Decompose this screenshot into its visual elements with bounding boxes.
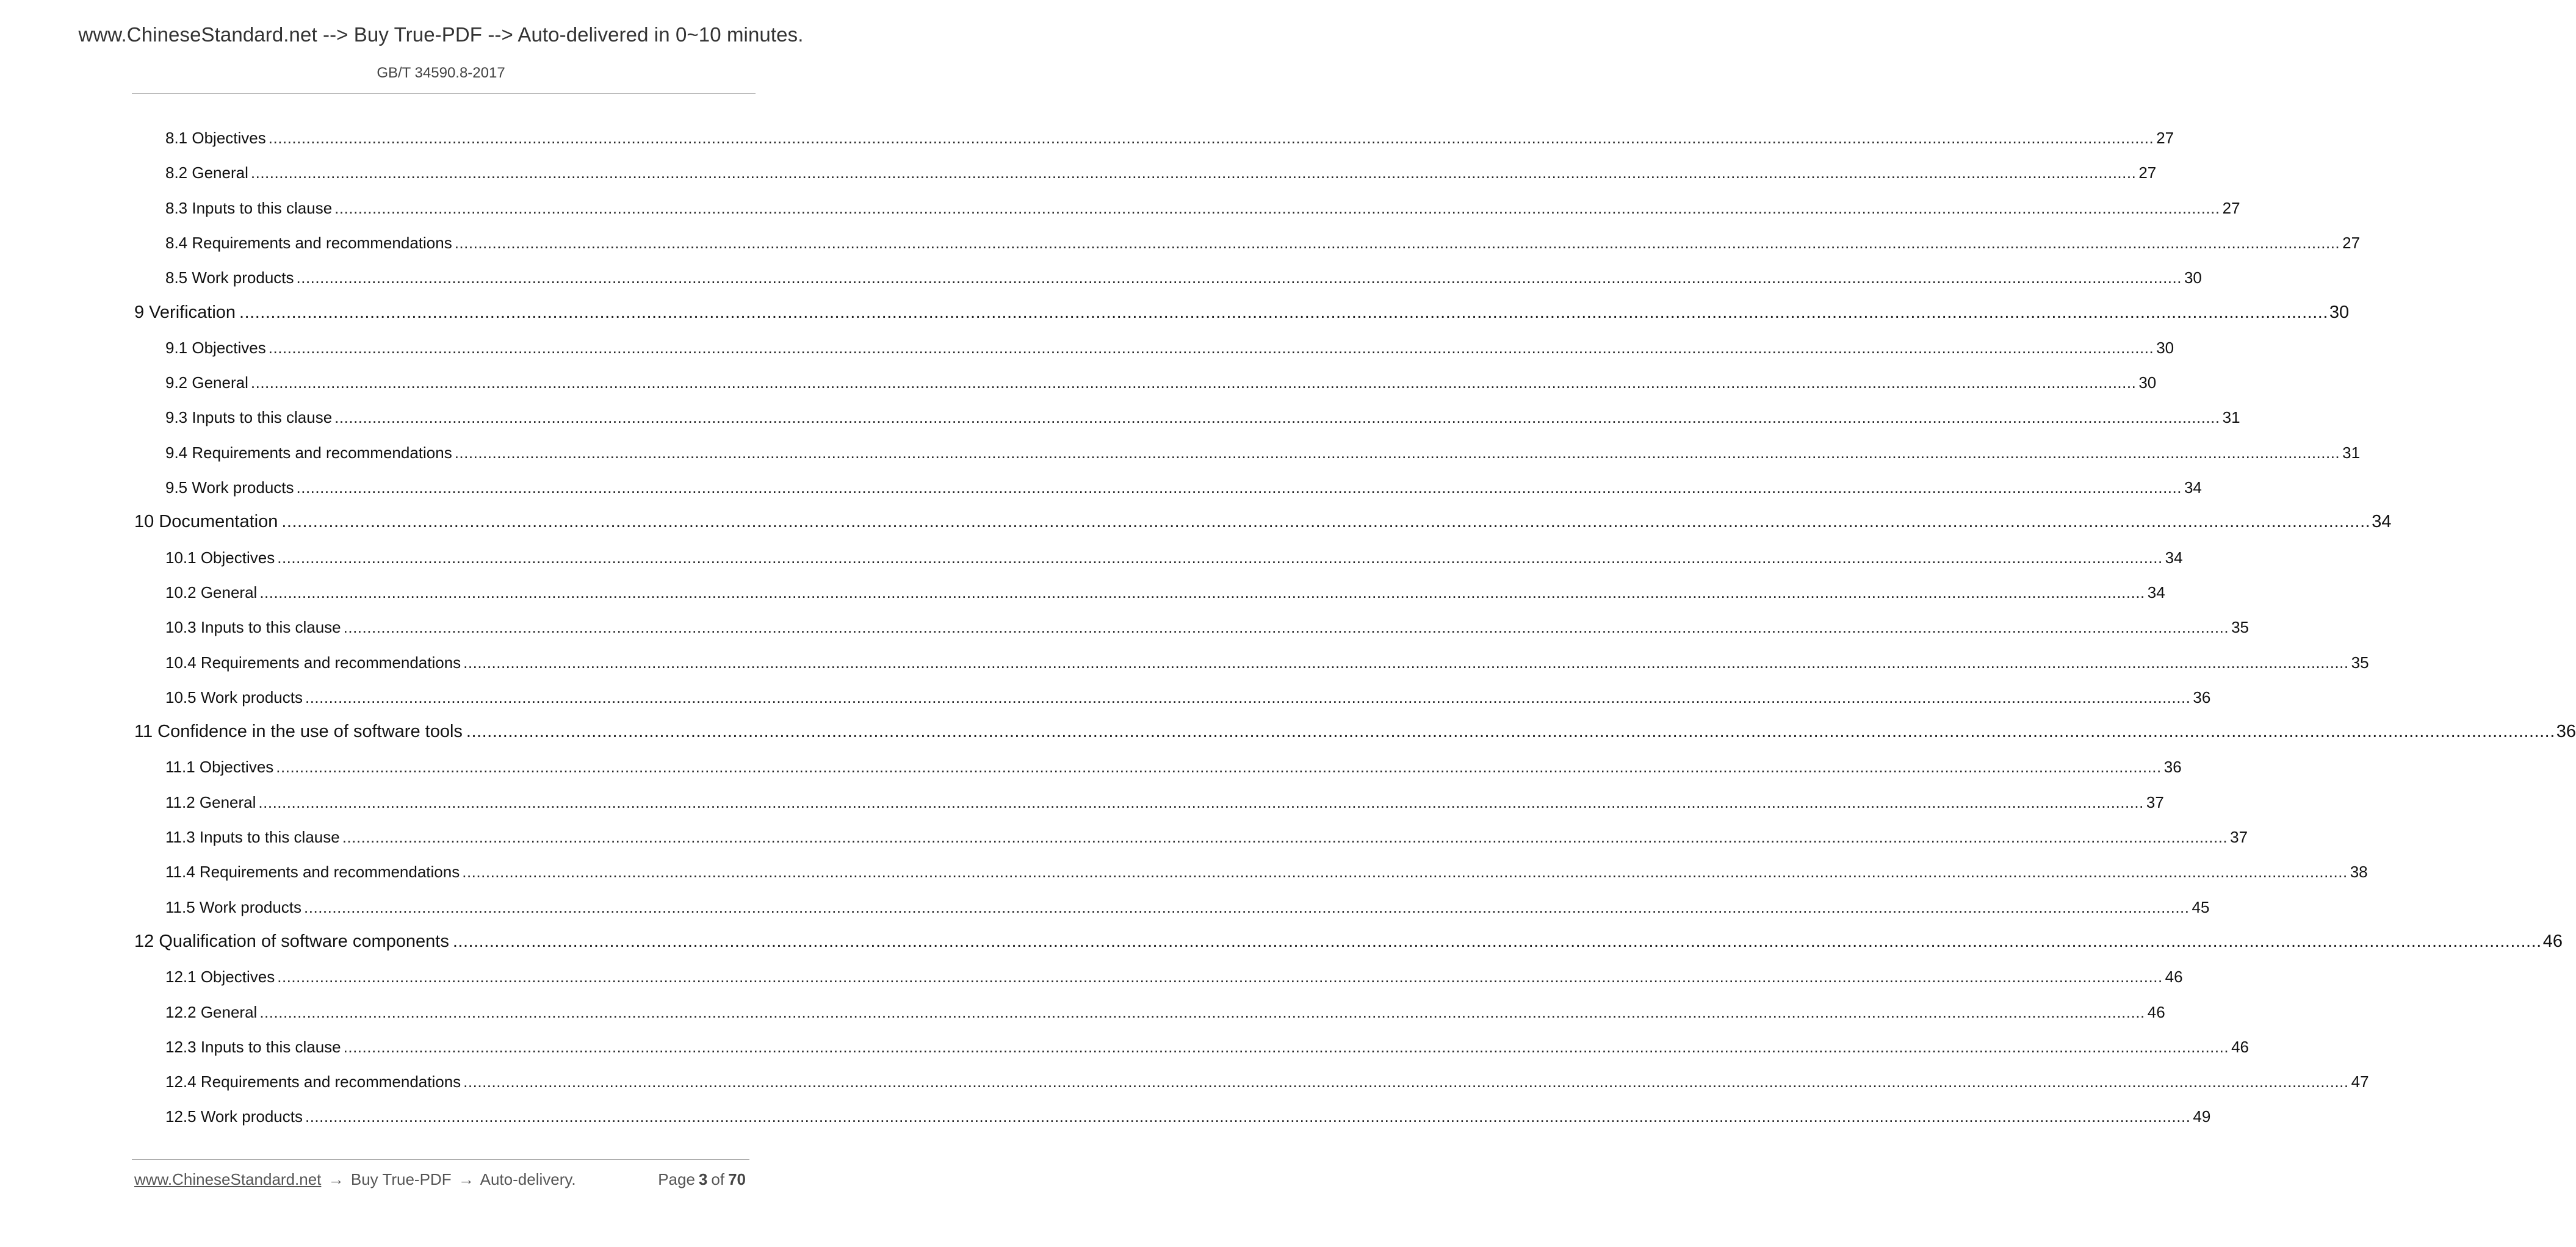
- toc-entry-page: 34: [2372, 512, 2392, 532]
- toc-entry-title: 12.2 General: [165, 1002, 258, 1021]
- toc-section-entry[interactable]: [165, 338, 2174, 361]
- toc-entry-page: 31: [2222, 408, 2240, 427]
- toc-dot-leader: ................................................................................................................................................................................................................................................................................................................................................................................................................: [305, 1107, 2191, 1126]
- toc-entry-page: 30: [2138, 373, 2157, 392]
- toc-section-entry[interactable]: [165, 897, 2210, 920]
- toc-entry-page: 46: [2147, 1002, 2165, 1021]
- arrow-icon: →: [458, 1170, 474, 1188]
- toc-entry-title: 12 Qualification of software components: [134, 931, 449, 951]
- toc-dot-leader: ................................................................................................................................................................................................................................................................................................................................................................................................................: [239, 302, 2328, 322]
- toc-entry-page: 30: [2156, 338, 2174, 357]
- toc-entry-title: 10 Documentation: [134, 512, 278, 532]
- toc-dot-leader: ................................................................................................................................................................................................................................................................................................................................................................................................................: [258, 792, 2144, 811]
- toc-entry-title: 12.4 Requirements and recommendations: [165, 1073, 461, 1091]
- toc-dot-leader: ................................................................................................................................................................................................................................................................................................................................................................................................................: [268, 338, 2154, 357]
- toc-dot-leader: ................................................................................................................................................................................................................................................................................................................................................................................................................: [466, 722, 2555, 742]
- toc-entry-page: 45: [2192, 897, 2210, 916]
- toc-entry-page: 35: [2231, 618, 2249, 637]
- toc-entry-page: 34: [2147, 583, 2165, 602]
- header-banner[interactable]: www.ChineseStandard.net --> Buy True-PDF --> Auto-delivered in 0~10 minutes.: [78, 23, 804, 46]
- toc-entry-title: 8.5 Work products: [165, 268, 294, 287]
- toc-dot-leader: ................................................................................................................................................................................................................................................................................................................................................................................................................: [250, 373, 2137, 392]
- toc-entry-page: 27: [2342, 233, 2361, 252]
- page-label: Page: [658, 1170, 695, 1188]
- toc-entry-page: 46: [2231, 1037, 2249, 1056]
- toc-dot-leader: ................................................................................................................................................................................................................................................................................................................................................................................................................: [276, 758, 2162, 777]
- toc-section-entry[interactable]: [165, 548, 2183, 570]
- toc-entry-title: 8.1 Objectives: [165, 129, 266, 147]
- toc-entry-page: 36: [2193, 688, 2211, 706]
- arrow-icon: →: [328, 1170, 344, 1188]
- footer-site-link[interactable]: www.ChineseStandard.net: [134, 1170, 322, 1188]
- toc-entry-title: 11 Confidence in the use of software tools: [134, 722, 463, 742]
- toc-section-entry[interactable]: [165, 792, 2164, 815]
- toc-dot-leader: ................................................................................................................................................................................................................................................................................................................................................................................................................: [296, 478, 2182, 497]
- toc-section-entry[interactable]: [165, 583, 2165, 605]
- toc-dot-leader: ................................................................................................................................................................................................................................................................................................................................................................................................................: [281, 512, 2371, 532]
- toc-dot-leader: ................................................................................................................................................................................................................................................................................................................................................................................................................: [334, 408, 2220, 427]
- page-total: 70: [728, 1170, 746, 1188]
- toc-section-entry[interactable]: [165, 1107, 2211, 1129]
- toc-entry-title: 10.4 Requirements and recommendations: [165, 653, 461, 672]
- toc-section-entry[interactable]: [165, 443, 2361, 465]
- toc-section-entry[interactable]: [165, 863, 2368, 885]
- toc-section-entry[interactable]: [165, 828, 2248, 850]
- toc-entry-page: 31: [2342, 443, 2361, 462]
- toc-entry-title: 8.3 Inputs to this clause: [165, 198, 333, 217]
- toc-entry-title: 10.3 Inputs to this clause: [165, 618, 341, 637]
- toc-section-entry[interactable]: [165, 618, 2249, 640]
- toc-dot-leader: ................................................................................................................................................................................................................................................................................................................................................................................................................: [296, 268, 2182, 287]
- footer: [134, 1170, 749, 1192]
- toc-dot-leader: ................................................................................................................................................................................................................................................................................................................................................................................................................: [454, 443, 2340, 462]
- toc-entry-page: 49: [2193, 1107, 2211, 1126]
- toc-section-entry[interactable]: [165, 233, 2361, 256]
- toc-entry-page: 34: [2165, 548, 2183, 567]
- document-id: GB/T 34590.8-2017: [377, 65, 505, 81]
- toc-entry-title: 10.1 Objectives: [165, 548, 275, 567]
- toc-section-entry[interactable]: [165, 198, 2240, 221]
- toc-dot-leader: ................................................................................................................................................................................................................................................................................................................................................................................................................: [259, 1002, 2145, 1021]
- toc-entry-title: 8.2 General: [165, 164, 248, 182]
- toc-entry-page: 30: [2184, 268, 2202, 287]
- toc-section-entry[interactable]: [165, 1037, 2249, 1060]
- footer-delivery-text: Auto-delivery.: [480, 1170, 576, 1188]
- of-label: of: [711, 1170, 725, 1188]
- toc-section-entry[interactable]: [165, 478, 2202, 500]
- toc-entry-page: 37: [2146, 792, 2164, 811]
- toc-entry-title: 11.5 Work products: [165, 897, 302, 916]
- toc-entry-page: 30: [2329, 302, 2350, 322]
- toc-entry-title: 12.3 Inputs to this clause: [165, 1037, 341, 1056]
- toc-chapter-entry[interactable]: [134, 302, 2350, 327]
- toc-section-entry[interactable]: [165, 1073, 2369, 1094]
- toc-entry-title: 9.2 General: [165, 373, 248, 392]
- toc-dot-leader: ................................................................................................................................................................................................................................................................................................................................................................................................................: [454, 233, 2340, 252]
- toc-dot-leader: ................................................................................................................................................................................................................................................................................................................................................................................................................: [343, 618, 2229, 637]
- toc-section-entry[interactable]: [165, 653, 2369, 675]
- toc-entry-page: 36: [2163, 758, 2182, 777]
- toc-section-entry[interactable]: [165, 758, 2182, 780]
- toc-entry-title: 9.4 Requirements and recommendations: [165, 443, 452, 462]
- toc-entry-page: 38: [2350, 863, 2368, 882]
- toc-section-entry[interactable]: [165, 968, 2183, 990]
- toc-section-entry[interactable]: [165, 408, 2240, 430]
- toc-dot-leader: ................................................................................................................................................................................................................................................................................................................................................................................................................: [277, 548, 2163, 567]
- toc-dot-leader: ................................................................................................................................................................................................................................................................................................................................................................................................................: [343, 1037, 2229, 1056]
- toc-section-entry[interactable]: [165, 688, 2211, 710]
- toc-entry-page: 27: [2222, 198, 2240, 217]
- footer-buy-text: Buy True-PDF: [350, 1170, 452, 1188]
- toc-entry-page: 35: [2351, 653, 2369, 672]
- toc-chapter-entry[interactable]: [134, 722, 2576, 746]
- toc-entry-title: 12.5 Work products: [165, 1107, 303, 1126]
- toc-entry-page: 37: [2230, 828, 2248, 846]
- toc-section-entry[interactable]: [165, 373, 2157, 395]
- toc-entry-title: 9 Verification: [134, 302, 236, 322]
- toc-dot-leader: ................................................................................................................................................................................................................................................................................................................................................................................................................: [250, 164, 2137, 182]
- toc-entry-page: 46: [2542, 931, 2563, 951]
- toc-dot-leader: ................................................................................................................................................................................................................................................................................................................................................................................................................: [463, 653, 2349, 672]
- toc-entry-title: 10.2 General: [165, 583, 258, 602]
- toc-dot-leader: ................................................................................................................................................................................................................................................................................................................................................................................................................: [305, 688, 2191, 706]
- toc-entry-page: 46: [2165, 968, 2183, 986]
- toc-entry-title: 12.1 Objectives: [165, 968, 275, 986]
- toc-entry-title: 8.4 Requirements and recommendations: [165, 233, 452, 252]
- toc-section-entry[interactable]: [165, 164, 2157, 185]
- toc-entry-page: 34: [2184, 478, 2202, 497]
- page-number: 3: [698, 1170, 708, 1188]
- toc-entry-title: 11.1 Objectives: [165, 758, 274, 777]
- page-indicator: [658, 1170, 749, 1189]
- toc-dot-leader: ................................................................................................................................................................................................................................................................................................................................................................................................................: [452, 931, 2542, 951]
- toc-entry-page: 27: [2156, 129, 2174, 147]
- toc-section-entry[interactable]: [165, 1002, 2165, 1025]
- toc-entry-page: 47: [2351, 1073, 2369, 1091]
- toc-dot-leader: ................................................................................................................................................................................................................................................................................................................................................................................................................: [277, 968, 2163, 986]
- toc-chapter-entry[interactable]: [134, 931, 2563, 956]
- toc-entry-title: 9.3 Inputs to this clause: [165, 408, 333, 427]
- toc-entry-page: 27: [2138, 164, 2157, 182]
- header-divider: [132, 93, 756, 94]
- toc-entry-title: 9.1 Objectives: [165, 338, 266, 357]
- toc-dot-leader: ................................................................................................................................................................................................................................................................................................................................................................................................................: [334, 198, 2220, 217]
- toc-dot-leader: ................................................................................................................................................................................................................................................................................................................................................................................................................: [462, 863, 2348, 882]
- toc-entry-title: 9.5 Work products: [165, 478, 294, 497]
- toc-dot-leader: ................................................................................................................................................................................................................................................................................................................................................................................................................: [304, 897, 2190, 916]
- toc-entry-page: 36: [2556, 722, 2576, 742]
- footer-divider: [132, 1159, 749, 1160]
- toc-entry-title: 10.5 Work products: [165, 688, 303, 706]
- toc-dot-leader: ................................................................................................................................................................................................................................................................................................................................................................................................................: [342, 828, 2228, 846]
- toc-dot-leader: ................................................................................................................................................................................................................................................................................................................................................................................................................: [268, 129, 2154, 147]
- toc-chapter-entry[interactable]: [134, 512, 2392, 536]
- toc-entry-title: 11.4 Requirements and recommendations: [165, 863, 460, 882]
- toc-section-entry[interactable]: [165, 129, 2174, 151]
- toc-dot-leader: ................................................................................................................................................................................................................................................................................................................................................................................................................: [259, 583, 2145, 602]
- toc-dot-leader: ................................................................................................................................................................................................................................................................................................................................................................................................................: [463, 1073, 2349, 1091]
- toc-section-entry[interactable]: [165, 268, 2202, 290]
- toc-entry-title: 11.3 Inputs to this clause: [165, 828, 340, 846]
- toc-entry-title: 11.2 General: [165, 792, 256, 811]
